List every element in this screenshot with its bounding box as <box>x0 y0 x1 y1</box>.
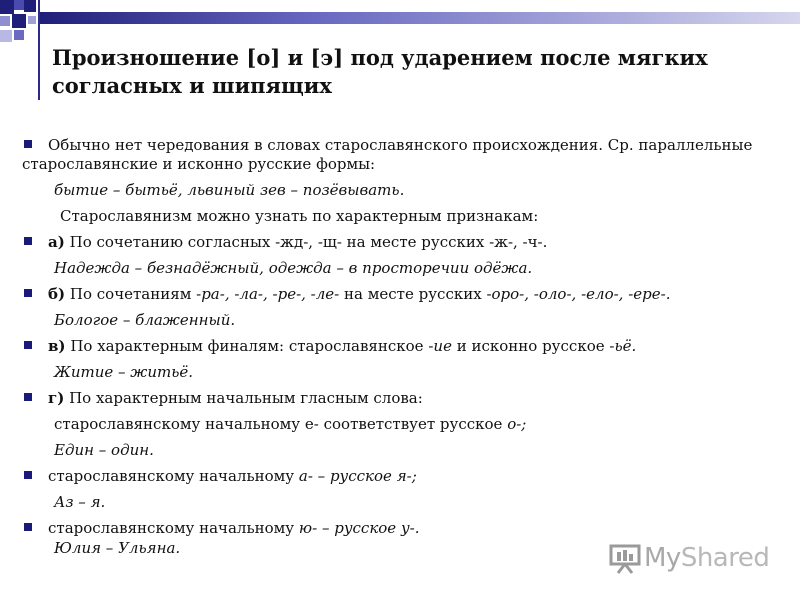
paragraph-text: и исконно русское - <box>451 337 615 355</box>
corner-square <box>28 16 36 24</box>
bullet-marker <box>24 237 32 245</box>
paragraph-text: По характерным начальным гласным слова: <box>69 389 423 407</box>
example-line: Житие – житьё. <box>54 363 194 381</box>
slide-body <box>22 136 782 558</box>
italic-fragment: ьё. <box>614 337 637 355</box>
watermark-logo <box>608 542 769 574</box>
item-label: б) <box>48 285 66 303</box>
presentation-board-icon <box>608 542 644 574</box>
paragraph: Старославянизм можно узнать по характерным признакам: <box>60 207 539 225</box>
italic-fragment: а- – русское я-; <box>298 467 417 485</box>
example-line: Надежда – безнадёжный, одежда – в просторечии одёжа. <box>54 259 533 277</box>
paragraph-text: По характерным финалям: старославянское - <box>70 337 434 355</box>
decor-bar <box>40 12 800 24</box>
example-line: Юлия – Ульяна. <box>54 539 181 557</box>
paragraph-text: на месте русских - <box>339 285 492 303</box>
bullet-marker <box>24 393 32 401</box>
slide-title: Произношение [о] и [э] под ударением после мягких согласных и шипящих <box>52 45 708 98</box>
paragraph <box>22 414 782 434</box>
paragraph-text: старославянскому начальному е- соответствует русское <box>54 415 508 433</box>
corner-square <box>0 30 12 42</box>
italic-fragment: о-; <box>507 415 527 433</box>
bullet-marker <box>24 471 32 479</box>
bullet-paragraph <box>22 518 782 538</box>
paragraph-text: По сочетанию согласных -жд-, -щ- на месте русских -ж-, -ч-. <box>69 233 548 251</box>
watermark-text: MyShared <box>644 543 770 573</box>
example-line: Бологое – блаженный. <box>54 311 236 329</box>
bullet-marker <box>24 140 32 148</box>
corner-square <box>0 16 10 26</box>
italic-fragment: ие <box>433 337 452 355</box>
bullet-paragraph <box>22 136 782 174</box>
paragraph-text: старославянскому начальному <box>48 467 299 485</box>
paragraph-text: По сочетаниям - <box>69 285 202 303</box>
item-label: а) <box>48 233 65 251</box>
bullet-marker <box>24 523 32 531</box>
bullet-marker <box>24 289 32 297</box>
bullet-paragraph <box>22 232 782 252</box>
italic-fragment: оро-, -оло-, -ело-, -ере-. <box>491 285 671 303</box>
bullet-paragraph <box>22 466 782 486</box>
example-line: бытие – бытьё, львиный зев – позёвывать. <box>54 181 405 199</box>
item-label: в) <box>48 337 66 355</box>
bullet-paragraph <box>22 388 782 408</box>
corner-square <box>12 14 26 28</box>
example-line: Един – один. <box>54 441 154 459</box>
corner-square <box>14 30 24 40</box>
example-line: Аз – я. <box>54 493 106 511</box>
corner-square <box>14 0 24 10</box>
bullet-paragraph <box>22 336 782 356</box>
corner-square <box>0 0 14 14</box>
italic-fragment: ра-, -ла-, -ре-, -ле- <box>201 285 340 303</box>
bullet-marker <box>24 341 32 349</box>
paragraph-text: Обычно нет чередования в словах старославянского происхождения. Ср. параллельные старославянские и исконно русские формы: <box>22 136 753 173</box>
paragraph-text: старославянскому начальному <box>48 519 299 537</box>
corner-square <box>24 0 36 12</box>
item-label: г) <box>48 389 65 407</box>
italic-fragment: ю- – русское у-. <box>298 519 420 537</box>
bullet-paragraph <box>22 284 782 304</box>
